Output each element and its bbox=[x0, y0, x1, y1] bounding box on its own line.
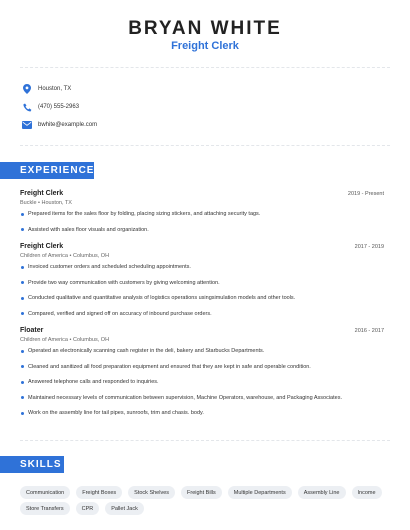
skills-section-heading: SKILLS bbox=[0, 456, 64, 473]
job-dates: 2016 - 2017 bbox=[354, 328, 384, 334]
skill-tag: Assembly Line bbox=[298, 486, 346, 499]
contact-email bbox=[20, 117, 97, 133]
job-company: Children of America • Columbus, OH bbox=[20, 337, 110, 343]
job-bullets bbox=[20, 348, 384, 426]
header-divider bbox=[20, 67, 390, 68]
skill-tag: Multiple Departments bbox=[228, 486, 292, 499]
contact-phone-text: (470) 555-2963 bbox=[38, 104, 80, 110]
contact-email-text: bwhite@example.com bbox=[38, 122, 98, 128]
bullet-item: Provide two way communication with customers by giving welcoming attention. bbox=[20, 280, 384, 296]
bullet-item: Compared, verified and signed off on accuracy of inbound purchase orders. bbox=[20, 311, 384, 327]
bullet-item: Prepared items for the sales floor by folding, placing sizing stickers, and attaching security tags. bbox=[20, 211, 384, 227]
phone-icon bbox=[20, 100, 34, 114]
job-entry-3 bbox=[20, 327, 384, 426]
job-company: Children of America • Columbus, OH bbox=[20, 253, 110, 259]
job-dates: 2017 - 2019 bbox=[354, 244, 384, 250]
job-entry-1 bbox=[20, 190, 384, 242]
skill-tag: Communication bbox=[20, 486, 70, 499]
bullet-item: Operated an electronically scanning cash register in the deli, bakery and Starbucks Departments. bbox=[20, 348, 384, 364]
skill-tag: Store Transfers bbox=[20, 502, 70, 515]
job-bullets bbox=[20, 211, 384, 242]
skill-tag: Stock Shelves bbox=[128, 486, 175, 499]
skill-tag: Income bbox=[352, 486, 382, 499]
skills-list bbox=[20, 486, 390, 518]
experience-section-heading: EXPERIENCE bbox=[0, 162, 94, 179]
experience-divider bbox=[20, 440, 390, 441]
location-pin-icon bbox=[20, 82, 34, 96]
bullet-item: Conducted qualitative and quantitative analysis of logistics operations usingsimulation models and other tools. bbox=[20, 295, 384, 311]
job-dates: 2019 - Present bbox=[347, 191, 384, 197]
bullet-item: Cleaned and sanitized all food preparation equipment and ensured that they are kept in safe and operable condition. bbox=[20, 364, 384, 380]
bullet-item: Maintained necessary levels of communication between supervision, Machine Operators, warehouse, and Packaging Associates. bbox=[20, 395, 384, 411]
bullet-item: Work on the assembly line for tail pipes, sunroofs, trim and chasis. body. bbox=[20, 410, 384, 426]
skill-tag: Pallet Jack bbox=[105, 502, 144, 515]
job-title: Freight Clerk bbox=[20, 190, 64, 197]
job-title-heading: Freight Clerk bbox=[171, 40, 239, 52]
skill-tag: Freight Bills bbox=[181, 486, 222, 499]
contact-location bbox=[20, 81, 71, 97]
job-title: Freight Clerk bbox=[20, 243, 64, 250]
contact-location-text: Houston, TX bbox=[38, 86, 72, 92]
email-icon bbox=[20, 118, 34, 132]
skill-tag: CPR bbox=[76, 502, 100, 515]
job-bullets bbox=[20, 264, 384, 326]
job-company: Buckle • Houston, TX bbox=[20, 200, 72, 206]
bullet-item: Answered telephone calls and responded to inquiries. bbox=[20, 379, 384, 395]
bullet-item: Invoiced customer orders and scheduled scheduling appointments. bbox=[20, 264, 384, 280]
contact-divider bbox=[20, 145, 390, 146]
job-title: Floater bbox=[20, 327, 44, 334]
job-entry-2 bbox=[20, 243, 384, 326]
contact-phone bbox=[20, 99, 79, 115]
bullet-item: Assisted with sales floor visuals and organization. bbox=[20, 227, 384, 243]
candidate-name: BRYAN WHITE bbox=[128, 18, 282, 39]
skill-tag: Freight Boxes bbox=[76, 486, 122, 499]
